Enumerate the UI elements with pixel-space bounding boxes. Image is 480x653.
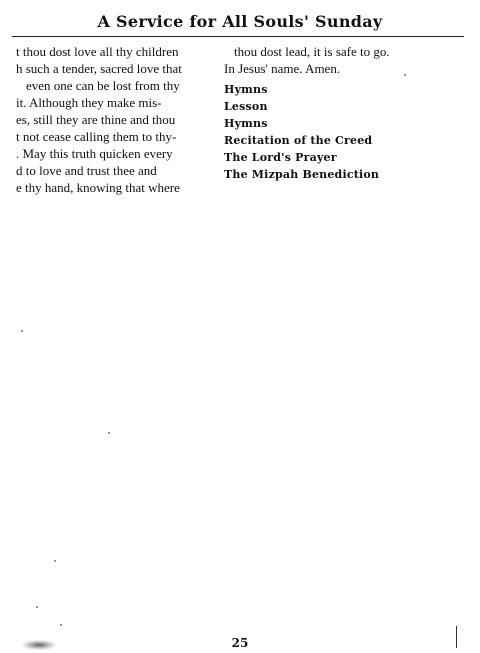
left-column (16, 43, 206, 196)
left-line: even one can be lost from thy (26, 78, 180, 93)
scan-speck (36, 606, 38, 608)
right-line: thou dost lead, it is safe to go. (234, 44, 390, 59)
header-rule (12, 36, 464, 37)
page-number: 25 (231, 636, 249, 650)
left-line: h such a tender, sacred love that (16, 61, 182, 76)
service-item-benediction: The Mizpah Benediction (224, 168, 380, 181)
order-of-service (224, 81, 454, 183)
service-item-hymns: Hymns (224, 83, 268, 96)
left-line: d to love and trust thee and (16, 163, 157, 178)
service-item-hymns-2: Hymns (224, 117, 268, 130)
left-line: it. Although they make mis- (16, 95, 162, 110)
service-item-creed: Recitation of the Creed (224, 134, 373, 147)
scan-speck (54, 560, 56, 562)
right-column (224, 43, 454, 196)
left-line: es, still they are thine and thou (16, 112, 176, 127)
running-header: A Service for All Souls' Sunday (97, 12, 383, 31)
left-line: t not cease calling them to thy- (16, 129, 177, 144)
scan-speck (404, 74, 406, 76)
scan-speck (21, 330, 23, 332)
service-item-lesson: Lesson (224, 100, 268, 113)
right-line: In Jesus' name. Amen. (224, 61, 341, 76)
scan-speck (108, 432, 110, 434)
left-line: . May this truth quicken every (16, 146, 173, 161)
scan-speck (60, 624, 62, 626)
left-line: t thou dost love all thy children (16, 44, 179, 59)
left-line: e thy hand, knowing that where (16, 180, 180, 195)
service-item-lords-prayer: The Lord's Prayer (224, 151, 337, 164)
